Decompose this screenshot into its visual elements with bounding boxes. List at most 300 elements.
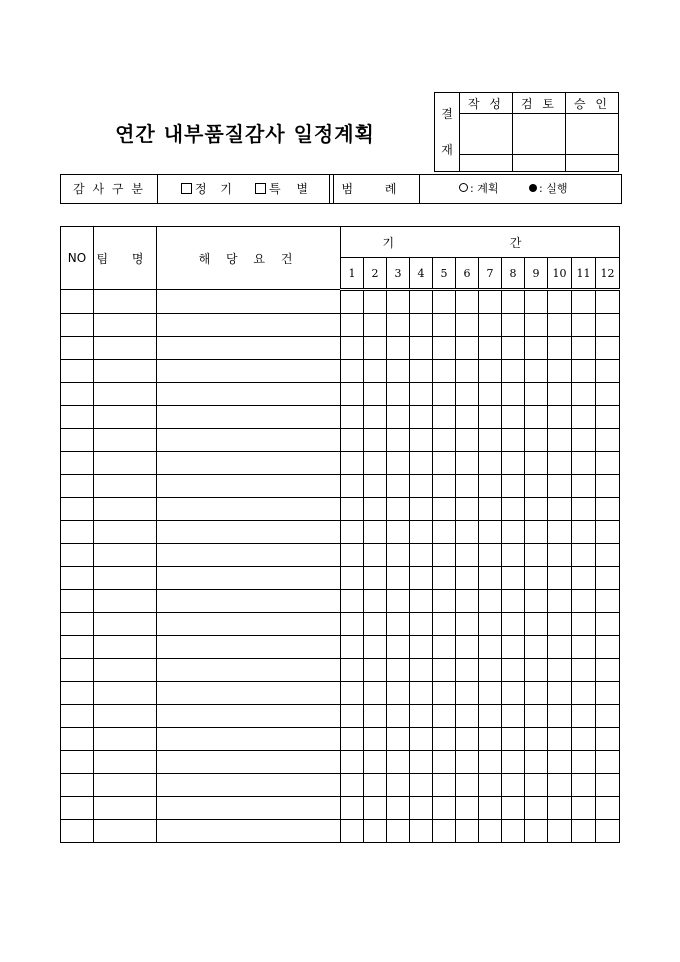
cell-month[interactable] (433, 429, 456, 452)
cell-month[interactable] (410, 498, 433, 521)
cell-month[interactable] (387, 290, 410, 314)
cell-team[interactable] (94, 475, 157, 498)
cell-team[interactable] (94, 682, 157, 705)
cell-month[interactable] (364, 452, 387, 475)
cell-month[interactable] (596, 360, 620, 383)
cell-month[interactable] (341, 429, 364, 452)
cell-month[interactable] (456, 406, 479, 429)
cell-no[interactable] (61, 314, 94, 337)
cell-requirement[interactable] (157, 498, 341, 521)
cell-month[interactable] (479, 613, 502, 636)
cell-requirement[interactable] (157, 314, 341, 337)
cell-team[interactable] (94, 383, 157, 406)
cell-month[interactable] (572, 314, 596, 337)
cell-month[interactable] (548, 590, 572, 613)
checkbox-icon[interactable] (181, 183, 192, 194)
cell-month[interactable] (548, 498, 572, 521)
cell-month[interactable] (548, 636, 572, 659)
cell-requirement[interactable] (157, 521, 341, 544)
cell-month[interactable] (479, 567, 502, 590)
cell-month[interactable] (596, 498, 620, 521)
cell-month[interactable] (479, 590, 502, 613)
cell-month[interactable] (387, 360, 410, 383)
cell-month[interactable] (364, 475, 387, 498)
cell-requirement[interactable] (157, 751, 341, 774)
cell-month[interactable] (433, 521, 456, 544)
cell-month[interactable] (548, 452, 572, 475)
cell-month[interactable] (525, 590, 548, 613)
cell-team[interactable] (94, 636, 157, 659)
cell-month[interactable] (410, 728, 433, 751)
cell-month[interactable] (341, 452, 364, 475)
cell-month[interactable] (456, 705, 479, 728)
cell-month[interactable] (341, 337, 364, 360)
cell-month[interactable] (479, 406, 502, 429)
cell-month[interactable] (525, 383, 548, 406)
cell-month[interactable] (525, 314, 548, 337)
cell-month[interactable] (341, 544, 364, 567)
cell-requirement[interactable] (157, 682, 341, 705)
cell-month[interactable] (479, 682, 502, 705)
cell-month[interactable] (548, 797, 572, 820)
cell-month[interactable] (525, 498, 548, 521)
cell-month[interactable] (387, 659, 410, 682)
approval-reviewer-date[interactable] (513, 155, 566, 172)
cell-month[interactable] (502, 475, 525, 498)
cell-month[interactable] (596, 728, 620, 751)
cell-month[interactable] (596, 544, 620, 567)
cell-month[interactable] (525, 406, 548, 429)
cell-month[interactable] (479, 820, 502, 843)
cell-requirement[interactable] (157, 337, 341, 360)
cell-month[interactable] (596, 337, 620, 360)
cell-team[interactable] (94, 498, 157, 521)
cell-team[interactable] (94, 290, 157, 314)
cell-month[interactable] (433, 774, 456, 797)
cell-month[interactable] (341, 636, 364, 659)
cell-no[interactable] (61, 682, 94, 705)
cell-team[interactable] (94, 590, 157, 613)
cell-no[interactable] (61, 751, 94, 774)
cell-month[interactable] (525, 475, 548, 498)
cell-team[interactable] (94, 314, 157, 337)
cell-month[interactable] (456, 314, 479, 337)
cell-month[interactable] (479, 797, 502, 820)
cell-month[interactable] (456, 521, 479, 544)
cell-team[interactable] (94, 406, 157, 429)
cell-team[interactable] (94, 820, 157, 843)
cell-month[interactable] (502, 705, 525, 728)
cell-month[interactable] (364, 544, 387, 567)
cell-month[interactable] (548, 544, 572, 567)
cell-no[interactable] (61, 337, 94, 360)
cell-month[interactable] (548, 682, 572, 705)
cell-month[interactable] (479, 705, 502, 728)
cell-month[interactable] (456, 498, 479, 521)
cell-month[interactable] (479, 314, 502, 337)
cell-month[interactable] (387, 452, 410, 475)
approval-approver-sign[interactable] (566, 114, 619, 155)
cell-month[interactable] (433, 659, 456, 682)
cell-month[interactable] (410, 360, 433, 383)
cell-month[interactable] (433, 337, 456, 360)
cell-month[interactable] (341, 567, 364, 590)
cell-month[interactable] (364, 590, 387, 613)
cell-month[interactable] (548, 567, 572, 590)
cell-month[interactable] (596, 636, 620, 659)
cell-month[interactable] (596, 314, 620, 337)
cell-month[interactable] (456, 544, 479, 567)
cell-month[interactable] (433, 360, 456, 383)
cell-month[interactable] (596, 290, 620, 314)
cell-month[interactable] (596, 659, 620, 682)
cell-month[interactable] (525, 705, 548, 728)
cell-requirement[interactable] (157, 774, 341, 797)
cell-month[interactable] (525, 636, 548, 659)
cell-month[interactable] (596, 452, 620, 475)
cell-month[interactable] (479, 774, 502, 797)
cell-month[interactable] (410, 705, 433, 728)
cell-month[interactable] (596, 590, 620, 613)
cell-month[interactable] (572, 751, 596, 774)
cell-month[interactable] (456, 797, 479, 820)
cell-month[interactable] (548, 613, 572, 636)
cell-month[interactable] (479, 429, 502, 452)
cell-month[interactable] (502, 751, 525, 774)
cell-month[interactable] (456, 751, 479, 774)
cell-team[interactable] (94, 429, 157, 452)
cell-month[interactable] (364, 290, 387, 314)
cell-month[interactable] (502, 613, 525, 636)
cell-month[interactable] (341, 774, 364, 797)
cell-no[interactable] (61, 521, 94, 544)
cell-team[interactable] (94, 774, 157, 797)
cell-month[interactable] (525, 452, 548, 475)
cell-no[interactable] (61, 590, 94, 613)
cell-month[interactable] (387, 682, 410, 705)
cell-month[interactable] (548, 820, 572, 843)
cell-month[interactable] (596, 406, 620, 429)
cell-requirement[interactable] (157, 705, 341, 728)
cell-month[interactable] (433, 682, 456, 705)
cell-month[interactable] (410, 475, 433, 498)
cell-month[interactable] (364, 521, 387, 544)
cell-month[interactable] (525, 521, 548, 544)
cell-month[interactable] (410, 659, 433, 682)
cell-team[interactable] (94, 452, 157, 475)
cell-month[interactable] (410, 774, 433, 797)
cell-month[interactable] (433, 728, 456, 751)
cell-month[interactable] (525, 429, 548, 452)
cell-month[interactable] (410, 682, 433, 705)
cell-month[interactable] (387, 383, 410, 406)
cell-month[interactable] (572, 774, 596, 797)
cell-month[interactable] (572, 337, 596, 360)
checkbox-icon[interactable] (255, 183, 266, 194)
cell-no[interactable] (61, 383, 94, 406)
cell-requirement[interactable] (157, 590, 341, 613)
cell-month[interactable] (410, 452, 433, 475)
cell-month[interactable] (572, 521, 596, 544)
cell-month[interactable] (456, 728, 479, 751)
cell-month[interactable] (364, 820, 387, 843)
cell-month[interactable] (341, 751, 364, 774)
cell-month[interactable] (433, 475, 456, 498)
cell-month[interactable] (456, 337, 479, 360)
cell-month[interactable] (364, 383, 387, 406)
cell-month[interactable] (548, 406, 572, 429)
cell-no[interactable] (61, 452, 94, 475)
cell-month[interactable] (410, 590, 433, 613)
cell-month[interactable] (387, 797, 410, 820)
cell-month[interactable] (596, 475, 620, 498)
cell-requirement[interactable] (157, 820, 341, 843)
cell-month[interactable] (525, 751, 548, 774)
cell-month[interactable] (341, 820, 364, 843)
cell-month[interactable] (410, 613, 433, 636)
cell-month[interactable] (433, 797, 456, 820)
cell-month[interactable] (548, 337, 572, 360)
cell-requirement[interactable] (157, 452, 341, 475)
cell-team[interactable] (94, 613, 157, 636)
cell-month[interactable] (502, 337, 525, 360)
cell-month[interactable] (433, 820, 456, 843)
cell-month[interactable] (433, 406, 456, 429)
cell-month[interactable] (479, 659, 502, 682)
cell-no[interactable] (61, 567, 94, 590)
cell-month[interactable] (456, 613, 479, 636)
cell-team[interactable] (94, 567, 157, 590)
cell-month[interactable] (433, 498, 456, 521)
cell-month[interactable] (548, 774, 572, 797)
cell-month[interactable] (456, 567, 479, 590)
cell-month[interactable] (433, 544, 456, 567)
cell-month[interactable] (525, 682, 548, 705)
cell-month[interactable] (387, 636, 410, 659)
cell-requirement[interactable] (157, 567, 341, 590)
cell-month[interactable] (456, 820, 479, 843)
cell-month[interactable] (525, 820, 548, 843)
cell-requirement[interactable] (157, 406, 341, 429)
cell-requirement[interactable] (157, 383, 341, 406)
cell-month[interactable] (502, 590, 525, 613)
cell-month[interactable] (341, 705, 364, 728)
cell-no[interactable] (61, 544, 94, 567)
cell-month[interactable] (364, 429, 387, 452)
cell-month[interactable] (387, 498, 410, 521)
option-regular[interactable]: 정 기 (181, 175, 237, 203)
cell-month[interactable] (572, 498, 596, 521)
cell-team[interactable] (94, 705, 157, 728)
cell-month[interactable] (410, 820, 433, 843)
cell-month[interactable] (410, 383, 433, 406)
cell-month[interactable] (502, 682, 525, 705)
cell-month[interactable] (548, 290, 572, 314)
cell-month[interactable] (479, 498, 502, 521)
cell-month[interactable] (433, 383, 456, 406)
cell-month[interactable] (387, 567, 410, 590)
cell-month[interactable] (410, 636, 433, 659)
cell-no[interactable] (61, 498, 94, 521)
cell-month[interactable] (502, 383, 525, 406)
cell-no[interactable] (61, 613, 94, 636)
cell-month[interactable] (572, 682, 596, 705)
cell-month[interactable] (502, 498, 525, 521)
cell-month[interactable] (502, 567, 525, 590)
cell-month[interactable] (410, 314, 433, 337)
cell-month[interactable] (596, 774, 620, 797)
cell-month[interactable] (456, 774, 479, 797)
cell-month[interactable] (596, 613, 620, 636)
cell-month[interactable] (456, 383, 479, 406)
cell-month[interactable] (364, 705, 387, 728)
cell-month[interactable] (572, 613, 596, 636)
cell-month[interactable] (341, 383, 364, 406)
cell-no[interactable] (61, 290, 94, 314)
cell-month[interactable] (548, 429, 572, 452)
cell-no[interactable] (61, 406, 94, 429)
cell-month[interactable] (410, 521, 433, 544)
cell-month[interactable] (596, 521, 620, 544)
cell-month[interactable] (548, 521, 572, 544)
cell-team[interactable] (94, 659, 157, 682)
cell-team[interactable] (94, 521, 157, 544)
cell-month[interactable] (341, 475, 364, 498)
cell-month[interactable] (387, 705, 410, 728)
cell-month[interactable] (572, 820, 596, 843)
cell-month[interactable] (525, 290, 548, 314)
cell-month[interactable] (364, 774, 387, 797)
cell-month[interactable] (479, 337, 502, 360)
cell-month[interactable] (364, 751, 387, 774)
approval-author-sign[interactable] (460, 114, 513, 155)
approval-approver-date[interactable] (566, 155, 619, 172)
cell-month[interactable] (548, 314, 572, 337)
cell-no[interactable] (61, 475, 94, 498)
cell-month[interactable] (341, 613, 364, 636)
cell-month[interactable] (433, 590, 456, 613)
cell-month[interactable] (341, 406, 364, 429)
cell-no[interactable] (61, 636, 94, 659)
cell-month[interactable] (596, 797, 620, 820)
cell-month[interactable] (502, 544, 525, 567)
cell-month[interactable] (502, 429, 525, 452)
cell-month[interactable] (433, 751, 456, 774)
cell-month[interactable] (525, 337, 548, 360)
cell-month[interactable] (433, 705, 456, 728)
cell-month[interactable] (410, 544, 433, 567)
cell-month[interactable] (479, 475, 502, 498)
cell-month[interactable] (572, 360, 596, 383)
approval-reviewer-sign[interactable] (513, 114, 566, 155)
cell-month[interactable] (410, 290, 433, 314)
cell-month[interactable] (502, 636, 525, 659)
cell-month[interactable] (433, 290, 456, 314)
cell-no[interactable] (61, 705, 94, 728)
cell-month[interactable] (502, 290, 525, 314)
cell-requirement[interactable] (157, 636, 341, 659)
cell-month[interactable] (433, 567, 456, 590)
cell-month[interactable] (572, 452, 596, 475)
cell-month[interactable] (341, 797, 364, 820)
cell-month[interactable] (341, 659, 364, 682)
cell-month[interactable] (387, 590, 410, 613)
cell-month[interactable] (387, 521, 410, 544)
cell-month[interactable] (364, 659, 387, 682)
cell-month[interactable] (387, 429, 410, 452)
cell-no[interactable] (61, 360, 94, 383)
cell-month[interactable] (456, 475, 479, 498)
cell-month[interactable] (525, 728, 548, 751)
cell-month[interactable] (548, 659, 572, 682)
cell-month[interactable] (341, 590, 364, 613)
cell-month[interactable] (572, 797, 596, 820)
cell-month[interactable] (364, 613, 387, 636)
cell-requirement[interactable] (157, 360, 341, 383)
cell-month[interactable] (596, 383, 620, 406)
cell-month[interactable] (479, 636, 502, 659)
cell-month[interactable] (596, 751, 620, 774)
cell-month[interactable] (456, 636, 479, 659)
cell-month[interactable] (433, 613, 456, 636)
cell-month[interactable] (410, 429, 433, 452)
cell-month[interactable] (364, 314, 387, 337)
cell-month[interactable] (572, 590, 596, 613)
cell-requirement[interactable] (157, 429, 341, 452)
cell-month[interactable] (341, 498, 364, 521)
cell-month[interactable] (525, 544, 548, 567)
cell-month[interactable] (572, 406, 596, 429)
cell-month[interactable] (456, 682, 479, 705)
cell-no[interactable] (61, 797, 94, 820)
cell-requirement[interactable] (157, 544, 341, 567)
cell-month[interactable] (387, 728, 410, 751)
cell-month[interactable] (525, 360, 548, 383)
cell-requirement[interactable] (157, 797, 341, 820)
cell-month[interactable] (364, 406, 387, 429)
cell-month[interactable] (479, 383, 502, 406)
cell-month[interactable] (572, 429, 596, 452)
cell-no[interactable] (61, 659, 94, 682)
cell-month[interactable] (596, 682, 620, 705)
cell-month[interactable] (502, 314, 525, 337)
cell-team[interactable] (94, 751, 157, 774)
cell-month[interactable] (364, 797, 387, 820)
cell-month[interactable] (479, 728, 502, 751)
cell-month[interactable] (341, 290, 364, 314)
cell-no[interactable] (61, 728, 94, 751)
cell-month[interactable] (548, 705, 572, 728)
cell-team[interactable] (94, 337, 157, 360)
cell-requirement[interactable] (157, 475, 341, 498)
cell-month[interactable] (548, 360, 572, 383)
cell-month[interactable] (502, 797, 525, 820)
cell-month[interactable] (433, 452, 456, 475)
cell-team[interactable] (94, 360, 157, 383)
cell-month[interactable] (572, 544, 596, 567)
cell-month[interactable] (548, 728, 572, 751)
cell-month[interactable] (410, 797, 433, 820)
cell-month[interactable] (410, 567, 433, 590)
cell-team[interactable] (94, 544, 157, 567)
cell-month[interactable] (502, 406, 525, 429)
cell-month[interactable] (572, 567, 596, 590)
cell-month[interactable] (548, 383, 572, 406)
cell-month[interactable] (548, 475, 572, 498)
cell-month[interactable] (387, 774, 410, 797)
cell-month[interactable] (341, 728, 364, 751)
cell-month[interactable] (479, 360, 502, 383)
